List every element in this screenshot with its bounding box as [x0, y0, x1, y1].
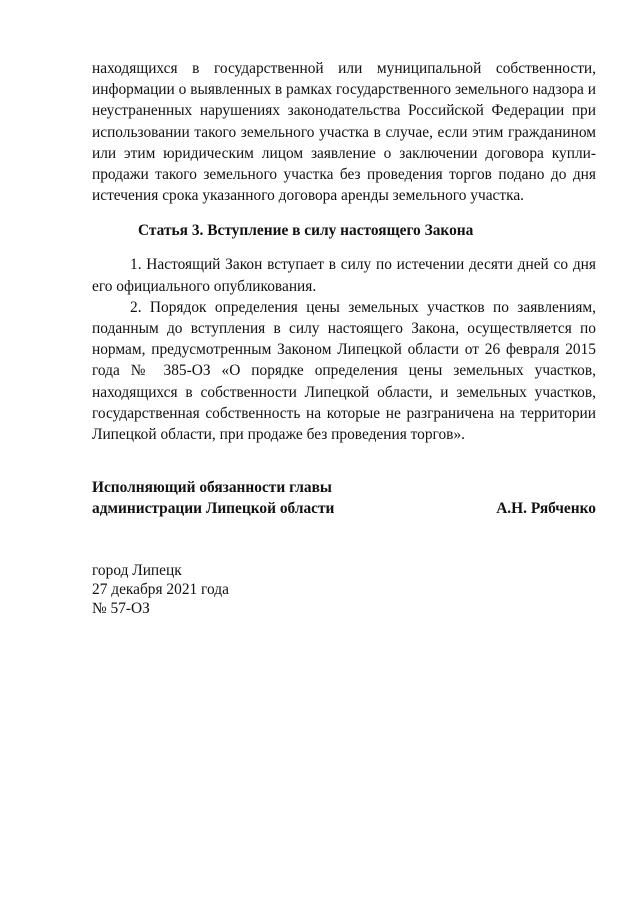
continuation-paragraph: находящихся в государственной или муниципальной собственности, информации о выявленных в рамках государственного земельного надзора и неустраненных нарушениях законодательства Российской Федерации при использовании такого земельного участка в случае, если этим гражданином или этим юридическим лицом заявление о заключении договора купли-продажи такого земельного участка без проведения торгов подано до дня истечения срока указанного договора аренды земельного участка.	[92, 60, 596, 205]
signature-position-line2: администрации Липецкой области	[92, 500, 335, 518]
footer-law-number: № 57-ОЗ	[92, 600, 150, 618]
signature-block	[92, 477, 596, 519]
footer-city: город Липецк	[92, 562, 182, 580]
article-item-1: 1. Настоящий Закон вступает в силу по истечении десяти дней со дня его официального опубликования.	[92, 256, 596, 295]
footer-date: 27 декабря 2021 года	[92, 581, 229, 599]
document-footer	[92, 561, 596, 618]
signature-row	[92, 498, 596, 519]
document-body	[92, 58, 596, 618]
signature-position-line1: Исполняющий обязанности главы	[92, 479, 332, 497]
article-heading: Статья 3. Вступление в силу настоящего Закона	[138, 222, 474, 240]
article-item-2: 2. Порядок определения цены земельных участков по заявлениям, поданным до вступления в силу настоящего Закона, осуществляется по нормам, предусмотренным Законом Липецкой области от 26 февраля 2015 года № 385-ОЗ «О порядке определения цены земельных участков, находящихся в собственности Липецкой области, и земельных участков, государственная собственность на которые не разграничена на территории Липецкой области, при продаже без проведения торгов».	[92, 298, 596, 444]
signatory-name: А.Н. Рябченко	[496, 500, 596, 518]
